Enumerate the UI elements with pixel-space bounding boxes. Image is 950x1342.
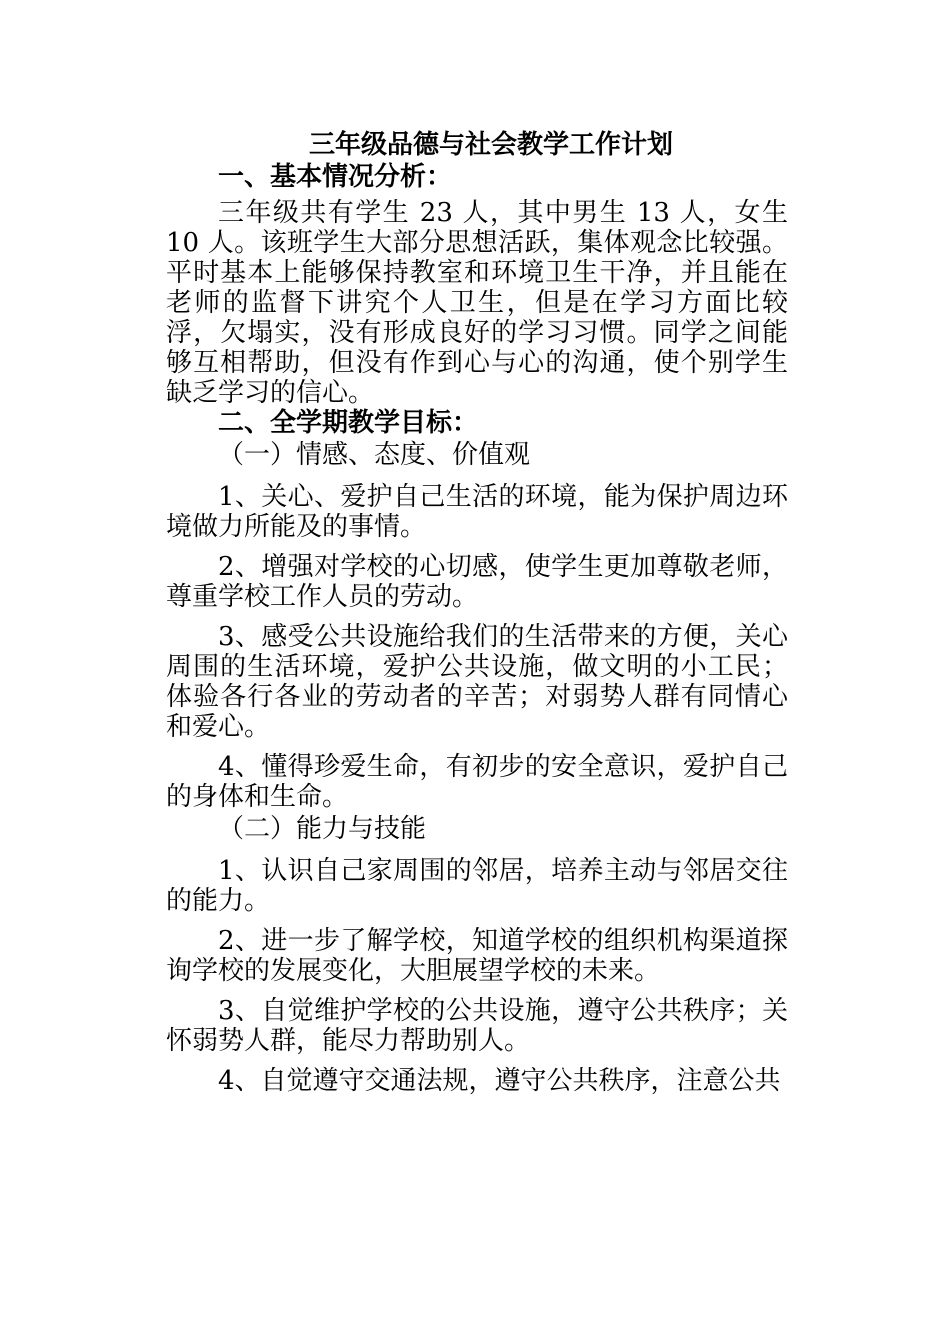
section-heading-teaching-goals: 二、全学期教学目标： [218, 408, 479, 438]
goal-item-1-1: 1、关心、爱护自己生活的环境，能为保护周边环境做力所能及的事情。 [166, 482, 788, 542]
goal-item-2-4: 4、自觉遵守交通法规，遵守公共秩序，注意公共 [218, 1066, 781, 1096]
document-page [166, 128, 788, 1096]
goal-item-2-1: 1、认识自己家周围的邻居，培养主动与邻居交往的能力。 [166, 856, 788, 916]
document-title: 三年级品德与社会教学工作计划 [308, 130, 673, 160]
section-heading-basic-analysis: 一、基本情况分析： [218, 162, 453, 192]
paragraph-basic-analysis: 三年级共有学生 23 人，其中男生 13 人，女生 10 人。该班学生大部分思想活跃，集体观念比较强。平时基本上能够保持教室和环境卫生干净，并且能在老师的监督下讲究个人卫生，但是在学习方面比较浮，欠塌实，没有形成良好的学习习惯。同学之间能够互相帮助，但没有作到心与心的沟通，使个别学生缺乏学习的信心。 [166, 198, 788, 408]
goal-item-2-2: 2、进一步了解学校，知道学校的组织机构渠道探询学校的发展变化，大胆展望学校的未来。 [166, 926, 788, 986]
goal-item-2-3: 3、自觉维护学校的公共设施，遵守公共秩序；关怀弱势人群，能尽力帮助别人。 [166, 996, 788, 1056]
subheading-emotion-attitude-values: （一）情感、态度、价值观 [218, 440, 531, 470]
subheading-ability-skills: （二）能力与技能 [218, 814, 427, 844]
goal-item-1-4: 4、懂得珍爱生命，有初步的安全意识，爱护自己的身体和生命。 [166, 752, 788, 812]
goal-item-1-2: 2、增强对学校的心切感，使学生更加尊敬老师，尊重学校工作人员的劳动。 [166, 552, 788, 612]
goal-item-1-3: 3、感受公共设施给我们的生活带来的方便，关心周围的生活环境，爱护公共设施，做文明的小工民；体验各行各业的劳动者的辛苦；对弱势人群有同情心和爱心。 [166, 622, 788, 742]
